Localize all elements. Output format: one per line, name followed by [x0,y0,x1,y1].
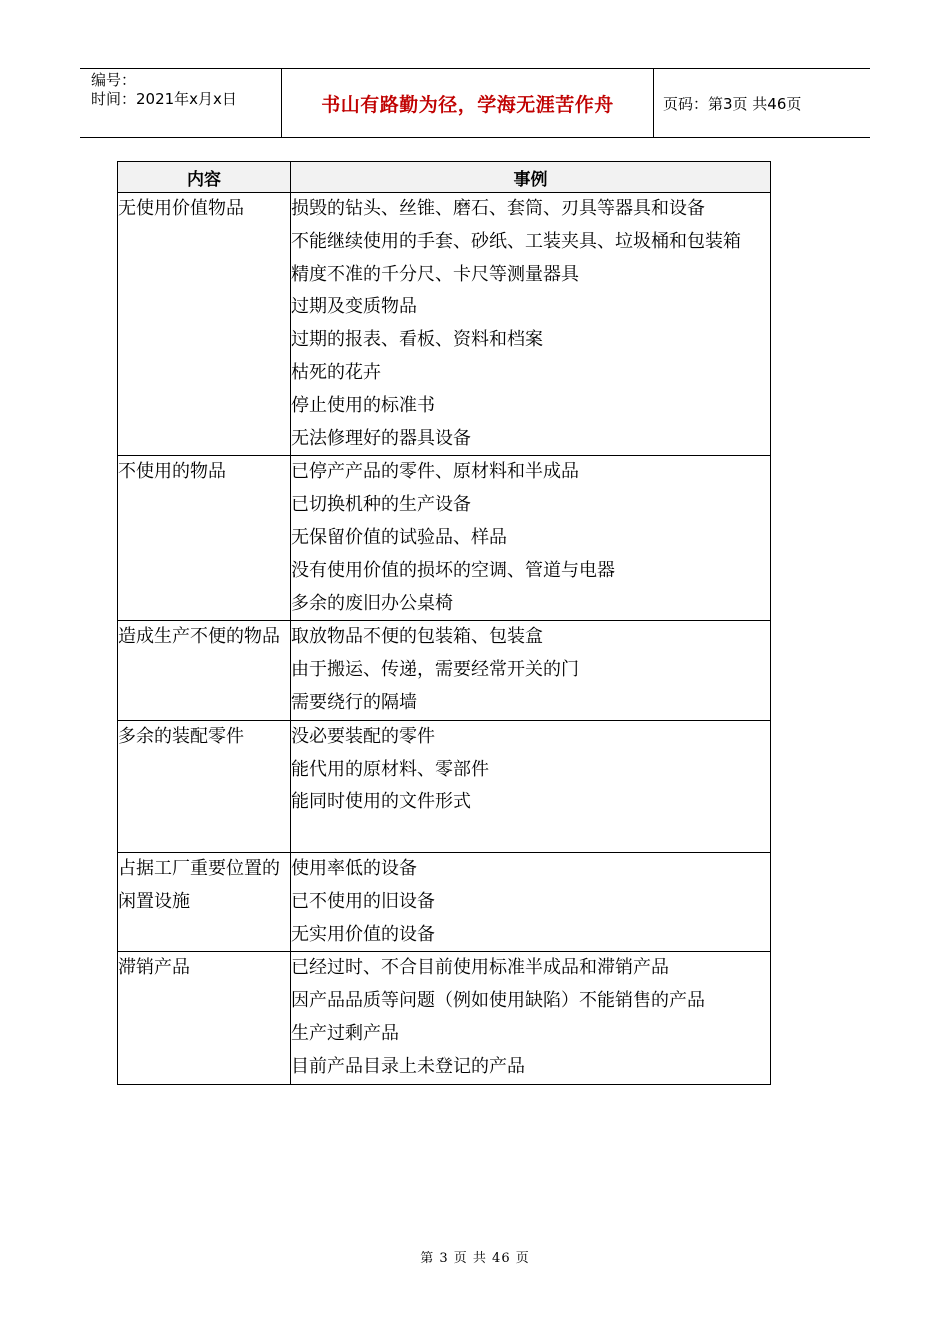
examples-table [117,161,771,1085]
example-item: 没有使用价值的损坏的空调、管道与电器 [291,559,615,581]
example-item: 损毁的钻头、丝锥、磨石、套筒、刃具等器具和设备 [291,198,705,219]
example-item: 停止使用的标准书 [291,394,435,416]
row-category: 占据工厂重要位置的闲置设施 [118,852,291,951]
page-footer: 第 3 页 共 46 页 [420,1251,530,1266]
example-item: 不能继续使用的手套、砂纸、工装夹具、垃圾桶和包装箱 [291,230,741,252]
example-item: 能同时使用的文件形式 [291,791,471,813]
example-item: 已停产产品的零件、原材料和半成品 [291,461,579,483]
row-category: 无使用价值物品 [118,193,291,456]
example-item: 精度不准的千分尺、卡尺等测量器具 [291,263,579,285]
row-examples [291,952,771,1084]
table-row [118,952,771,1084]
header-page-number: 页码：第3页 共46页 [663,94,802,113]
row-category: 造成生产不便的物品 [118,621,291,720]
table-row [118,456,771,621]
example-item: 已切换机种的生产设备 [291,494,471,516]
page-header [80,68,870,138]
row-examples [291,720,771,852]
row-examples [291,852,771,951]
row-category: 滞销产品 [118,952,291,1084]
document-number: 编号： [91,71,137,89]
example-item: 使用率低的设备 [291,857,417,879]
header-content: 内容 [118,162,291,193]
document-time: 时间：2021年x月x日 [91,90,237,108]
header-motto-cell [282,69,654,137]
example-item: 无法修理好的器具设备 [291,427,471,449]
example-item: 无实用价值的设备 [291,923,435,945]
example-item: 过期的报表、看板、资料和档案 [291,329,543,351]
row-category: 不使用的物品 [118,456,291,621]
example-item: 枯死的花卉 [291,361,381,383]
example-item: 目前产品目录上未登记的产品 [291,1055,525,1077]
header-info-cell [80,69,282,137]
row-examples [291,456,771,621]
table-row [118,193,771,456]
example-item: 多余的废旧办公桌椅 [291,592,453,614]
blank-line [291,819,770,852]
example-item: 没必要装配的零件 [291,725,435,747]
table-header-row [118,162,771,193]
table-row [118,852,771,951]
row-examples [291,193,771,456]
header-examples: 事例 [291,162,771,193]
example-item: 取放物品不便的包装箱、包装盒 [291,626,543,648]
example-item: 已不使用的旧设备 [291,890,435,912]
example-item: 由于搬运、传递，需要经常开关的门 [291,659,579,681]
table-row [118,720,771,852]
header-page-cell [654,69,870,137]
example-item: 生产过剩产品 [291,1022,399,1044]
example-item: 过期及变质物品 [291,296,417,318]
example-item: 已经过时、不合目前使用标准半成品和滞销产品 [291,957,669,979]
example-item: 能代用的原材料、零部件 [291,758,489,780]
example-item: 无保留价值的试验品、样品 [291,526,507,548]
row-examples [291,621,771,720]
header-motto: 书山有路勤为径，学海无涯苦作舟 [321,93,614,116]
example-item: 需要绕行的隔墙 [291,691,417,713]
example-item: 因产品品质等问题（例如使用缺陷）不能销售的产品 [291,990,705,1012]
row-category: 多余的装配零件 [118,720,291,852]
table-row [118,621,771,720]
